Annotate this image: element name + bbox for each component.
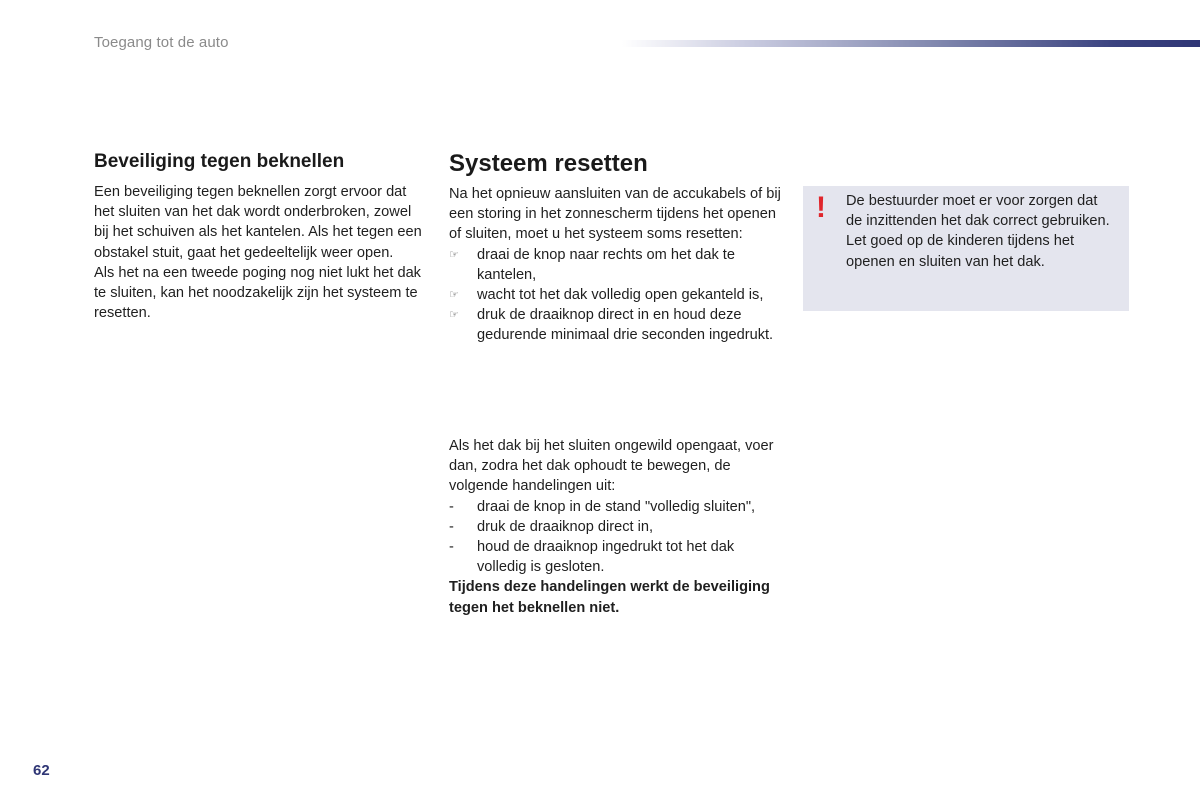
- reset-step-text: wacht tot het dak volledig open gekanteld is,: [477, 287, 764, 304]
- list-item: [449, 305, 784, 345]
- list-item: [449, 245, 784, 285]
- unwanted-opening-intro: Als het dak bij het sluiten ongewild opengaat, voer dan, zodra het dak ophoudt te bewegen, de volgende handelingen uit:: [449, 438, 774, 495]
- section-heading-anti-pinch: Beveiliging tegen beknellen: [94, 151, 345, 172]
- paragraph-anti-pinch-1: Een beveiliging tegen beknellen zorgt ervoor dat het sluiten van het dak wordt onderbroken, zowel bij het schuiven als het kantelen. Als het tegen een obstakel stuit, gaat het gedeeltelijk weer open.: [94, 184, 422, 261]
- paragraph-anti-pinch-2: Als het na een tweede poging nog niet lukt het dak te sluiten, kan het noodzakelijk zijn het systeem te resetten.: [94, 264, 421, 322]
- unwanted-opening-step-text: druk de draaiknop direct in,: [477, 518, 654, 535]
- pointing-hand-icon: ☞: [449, 289, 459, 302]
- bold-warning-note: Tijdens deze handelingen werkt de beveiliging tegen het beknellen niet.: [449, 579, 770, 616]
- dash-bullet: -: [449, 498, 454, 515]
- reset-intro: Na het opnieuw aansluiten van de accukabels of bij een storing in het zonnescherm tijdens het openen of sluiten, moet u het systeem soms resetten:: [449, 186, 781, 243]
- section-heading-reset: Systeem resetten: [449, 150, 648, 177]
- header-gradient-bar: [622, 40, 1200, 47]
- dash-bullet: -: [449, 539, 454, 556]
- dash-bullet: -: [449, 518, 454, 535]
- unwanted-opening-steps-list: [449, 497, 784, 578]
- left-column: [94, 150, 424, 323]
- list-item: [449, 497, 784, 517]
- page-number: 62: [33, 762, 50, 779]
- pointing-hand-icon: ☞: [449, 248, 459, 261]
- middle-column: [449, 150, 784, 346]
- list-item: [449, 537, 784, 577]
- unwanted-opening-block: [449, 436, 784, 618]
- exclamation-warning-icon: !: [816, 191, 826, 224]
- list-item: [449, 517, 784, 537]
- list-item: [449, 285, 784, 305]
- unwanted-opening-step-text: draai de knop in de stand "volledig sluiten",: [477, 498, 756, 515]
- warning-box: [803, 186, 1129, 311]
- pointing-hand-icon: ☞: [449, 309, 459, 322]
- running-header: Toegang tot de auto: [94, 34, 229, 51]
- reset-step-text: druk de draaiknop direct in en houd deze gedurende minimaal drie seconden ingedrukt.: [477, 307, 774, 344]
- unwanted-opening-step-text: houd de draaiknop ingedrukt tot het dak volledig is gesloten.: [477, 539, 735, 576]
- reset-steps-list: [449, 245, 784, 346]
- reset-step-text: draai de knop naar rechts om het dak te kantelen,: [477, 246, 735, 283]
- warning-text: De bestuurder moet er voor zorgen dat de inzittenden het dak correct gebruiken. Let goed op de kinderen tijdens het openen en sluiten van het dak.: [846, 193, 1110, 270]
